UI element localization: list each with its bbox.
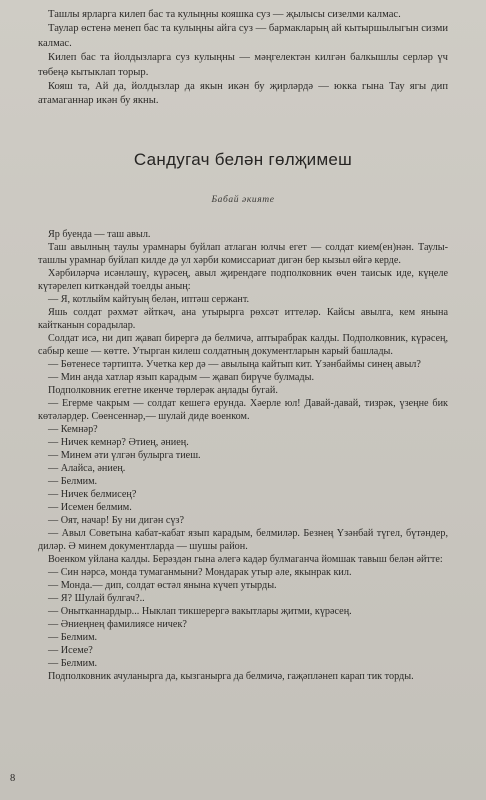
dialogue-line: — Монда.— дип, солдат өстәл янына күчеп утырды. xyxy=(48,580,277,591)
dialogue-line: — Белмим. xyxy=(48,658,98,669)
paragraph: Подполковник егетне икенче төрлерәк аңлады бугай. xyxy=(48,385,278,396)
paragraph: Солдат исә, ни дип җавап бирергә дә белмичә, аптырабрак калды. Подполковник, күрәсең, сабыр кеше — көтте. Утырган килеш солдатның документларын карый башлады. xyxy=(38,333,448,357)
page-number: 8 xyxy=(10,773,16,784)
story-title: Сандугач белән гөлҗимеш xyxy=(133,150,353,169)
paragraph: Хәрбиләрчә исәнләшү, күрәсең, авыл җирендәге подполковник өчен таисык иде, күңеле күтәрелеп киткәндәй тоелды аның: xyxy=(38,268,448,292)
dialogue-line: — Әниеңнең фамилиясе ничек? xyxy=(48,619,187,630)
dialogue-line: — Егерме чакрым — солдат кешегә ерунда. Хәерле юл! Давай-давай, тизрәк, үзеңне бик көтәләрдер. Сөенсеннәр,— шулай диде военком. xyxy=(38,398,448,422)
paragraph: Килеп бас та йолдызларга суз кулыңны — мәңгелектән килгән балкышлы серләр үч төбеңә кытыклап торыр. xyxy=(38,52,448,78)
dialogue-line: — Алайса, әниең. xyxy=(48,463,126,474)
dialogue-line: — Я? Шулай булгач?.. xyxy=(48,593,145,604)
dialogue-line: — Кемнәр? xyxy=(48,424,98,435)
dialogue-line: — Я, котлыйм кайтуың белән, иптәш сержант. xyxy=(48,294,250,305)
dialogue-line: — Минем әти үлгән булырга тиеш. xyxy=(48,450,201,461)
dialogue-line: — Исеме? xyxy=(48,645,93,656)
dialogue-line: — Син нәрсә, монда тумаганмыни? Мондарак утыр әле, якынрак кил. xyxy=(48,567,352,578)
previous-story-ending xyxy=(38,8,448,109)
dialogue-line: — Белмим. xyxy=(48,476,98,487)
dialogue-line: — Ничек кемнәр? Әтиең, әниең. xyxy=(48,437,189,448)
paragraph: Яшь солдат рәхмәт әйткәч, ана утырырга рөхсәт иттеләр. Кайсы авылга, кем янына кайтканын сорадылар. xyxy=(38,307,448,331)
dialogue-line: — Бөтенесе тәртиптә. Учетка кер дә — авылыңа кайтып кит. Үзәнбаймы синең авыл? xyxy=(48,359,421,370)
dialogue-line: — Ничек белмисең? xyxy=(48,489,137,500)
paragraph: Кояш та, Ай да, йолдызлар да якын икән бу җирләрдә — юкка гына Тау ягы дип атамаганнар икән бу якны. xyxy=(38,81,448,107)
dialogue-line: — Белмим. xyxy=(48,632,98,643)
dialogue-line: — Мин анда хатлар язып карадым — җавап бирүче булмады. xyxy=(48,372,315,383)
story-body xyxy=(38,228,448,683)
dialogue-line: — Авыл Советына кабат-кабат язып карадым, белмиләр. Безнең Үзәнбай түгел, бүтәндер, диләр. Ә минем документларда — шушы район. xyxy=(38,528,448,552)
dialogue-line: — Онытканнардыр... Ныклап тикшерергә вакытлары җитми, күрәсең. xyxy=(48,606,352,617)
paragraph: Яр буенда — таш авыл. xyxy=(48,229,151,240)
paragraph: Ташлы ярларга килеп бас та кулыңны кояшка суз — җылысы сизелми калмас. xyxy=(48,9,401,20)
paragraph: Военком уйлана калды. Берәздән гына әлегә кадәр булмаганча йомшак тавыш белән әйтте: xyxy=(48,554,443,565)
paragraph: Подполковник ачуланырга да, кызганырга да белмичә, гаҗәпләнеп карап тик торды. xyxy=(48,671,414,682)
story-subtitle: Бабай әкияте xyxy=(211,195,275,205)
dialogue-line: — Исемен белмим. xyxy=(48,502,132,513)
paragraph: Таш авылның таулы урамнары буйлап атлаган юлчы егет — солдат кием(ен)нән. Таулы-ташлы урамнар буйлап килде дә ул хәрби комиссариат дигән бер кызыл өйгә керде. xyxy=(38,242,448,266)
paragraph: Таулар өстенә менеп бас та кулыңны айга суз — бармакларың ай кытыршылыгын сизми калмас. xyxy=(38,23,448,49)
dialogue-line: — Оят, начар! Бу ни дигән сүз? xyxy=(48,515,184,526)
